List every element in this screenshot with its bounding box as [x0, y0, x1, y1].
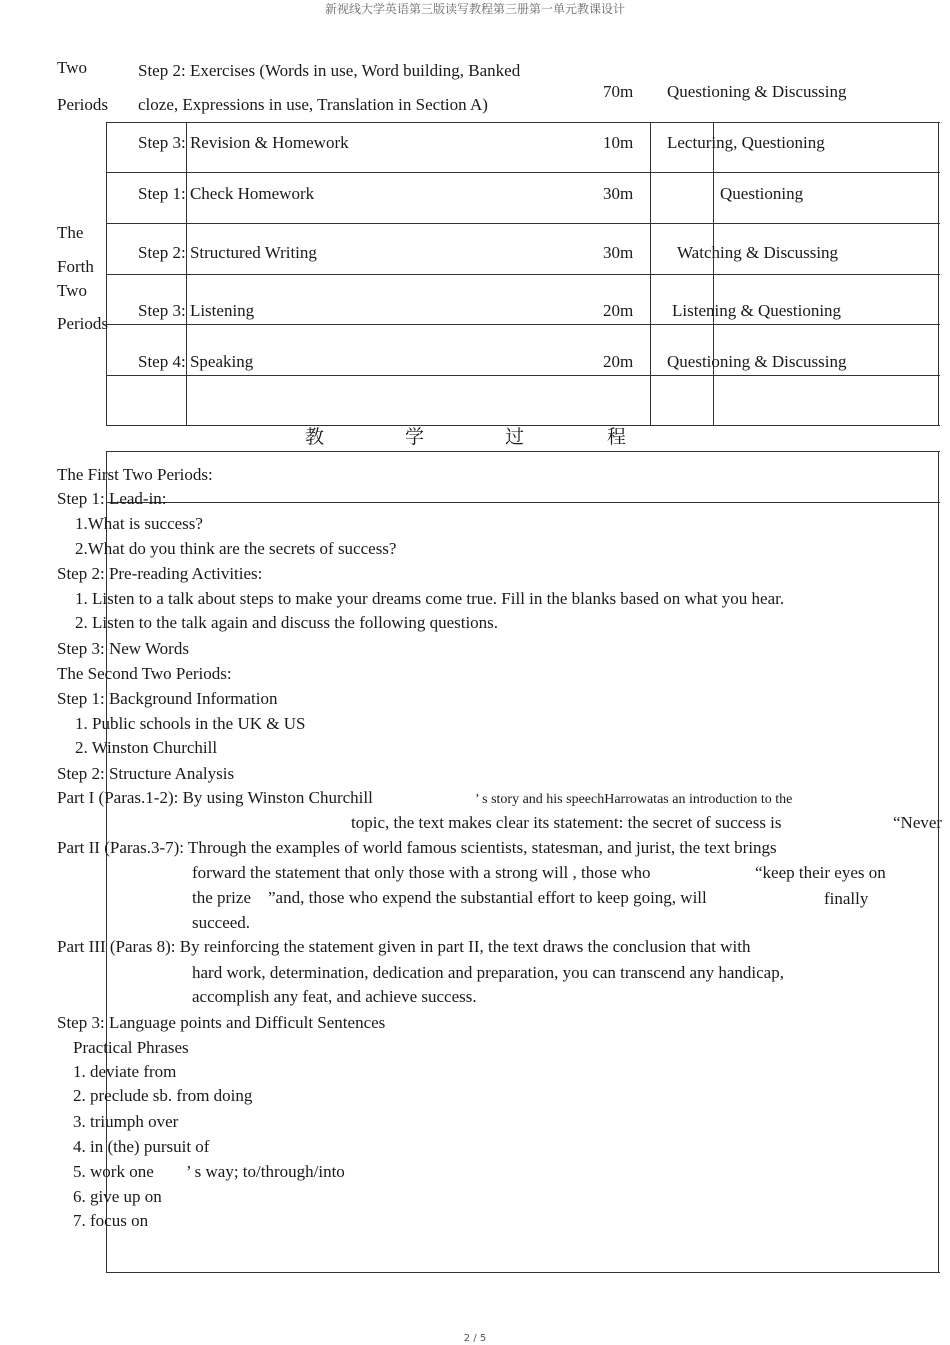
step-text: cloze, Expressions in use, Translation in Section A) [138, 95, 488, 114]
group-label: Two [57, 281, 87, 300]
list-item: 1. Listen to a talk about steps to make your dreams come true. Fill in the blanks based on what you hear. [75, 589, 785, 608]
method-cell: Lecturing, Questioning [667, 133, 825, 152]
step-heading: Step 2: Structure Analysis [57, 764, 235, 783]
heading-char: 教 [305, 426, 325, 448]
group-label: The [57, 223, 84, 242]
list-item: 2. Winston Churchill [75, 738, 218, 757]
part-text: accomplish any feat, and achieve success. [192, 987, 477, 1006]
heading-char: 过 [505, 426, 525, 448]
method-cell: Listening & Questioning [672, 301, 842, 320]
heading-char: 学 [405, 426, 425, 448]
phrase-item: 5. work one [73, 1162, 154, 1181]
phrase-item: 6. give up on [73, 1187, 162, 1206]
step-text: Step 3: Revision & Homework [138, 133, 349, 152]
method-cell: Questioning [720, 184, 804, 203]
page-number: 2 / 5 [463, 1333, 487, 1344]
step-heading: Step 3: Language points and Difficult Sentences [57, 1013, 386, 1032]
part-text: topic, the text makes clear its statement: the secret of success is [351, 813, 782, 832]
group-label: Forth [57, 257, 94, 276]
phrase-item: 2. preclude sb. from doing [73, 1086, 253, 1105]
method-cell: Questioning & Discussing [667, 82, 847, 101]
method-cell: Watching & Discussing [677, 243, 839, 262]
list-item: 1.What is success? [75, 514, 203, 533]
time-cell: 20m [603, 301, 634, 320]
phrase-item: ’ s way; to/through/into [186, 1162, 345, 1181]
time-cell: 70m [603, 82, 634, 101]
step-text: Step 2: Structured Writing [138, 243, 317, 262]
step-heading: Step 3: New Words [57, 639, 189, 658]
period-label: Two [57, 58, 87, 77]
period-label: Periods [57, 95, 108, 114]
list-item: 2.What do you think are the secrets of success? [75, 539, 397, 558]
time-cell: 30m [603, 243, 634, 262]
step-text: Step 1: Check Homework [138, 184, 315, 203]
part-text: succeed. [192, 913, 251, 932]
heading-char: 程 [607, 426, 627, 448]
method-cell: Questioning & Discussing [667, 352, 847, 371]
section-title: The First Two Periods: [57, 465, 213, 484]
time-cell: 20m [603, 352, 634, 371]
step-heading: Step 2: Pre-reading Activities: [57, 564, 263, 583]
step-heading: Step 1: Lead-in: [57, 489, 167, 508]
phrase-item: 3. triumph over [73, 1112, 179, 1131]
step-text: Step 3: Listening [138, 301, 255, 320]
list-item: 1. Public schools in the UK & US [75, 714, 306, 733]
time-cell: 10m [603, 133, 634, 152]
part-text: ’ s story and his speechHarrowatas an introduction to the [475, 792, 793, 807]
part-text: Part III (Paras 8): By reinforcing the statement given in part II, the text draws the conclusion that with [57, 937, 751, 956]
part-text: “keep their eyes on [755, 863, 886, 882]
part-text: finally [824, 889, 869, 908]
part-text: forward the statement that only those with a strong will , those who [192, 863, 651, 882]
group-label: Periods [57, 314, 108, 333]
section-title: The Second Two Periods: [57, 664, 232, 683]
subheading: Practical Phrases [73, 1038, 189, 1057]
step-heading: Step 1: Background Information [57, 689, 278, 708]
part-text: Part I (Paras.1-2): By using Winston Churchill [57, 788, 373, 807]
phrase-item: 7. focus on [73, 1211, 149, 1230]
page-header: 新视线大学英语第三版读写教程第三册第一单元教课设计 [324, 2, 625, 16]
part-text: “Never [893, 813, 943, 832]
list-item: 2. Listen to the talk again and discuss the following questions. [75, 613, 499, 632]
part-text: hard work, determination, dedication and preparation, you can transcend any handicap, [192, 963, 784, 982]
part-text: ”and, those who expend the substantial effort to keep going, will [268, 888, 707, 907]
step-text: Step 2: Exercises (Words in use, Word building, Banked [138, 61, 521, 80]
phrase-item: 1. deviate from [73, 1062, 177, 1081]
part-text: Part II (Paras.3-7): Through the examples of world famous scientists, statesman, and jurist, the text brings [57, 838, 777, 857]
part-text: the prize [192, 888, 251, 907]
phrase-item: 4. in (the) pursuit of [73, 1137, 210, 1156]
time-cell: 30m [603, 184, 634, 203]
step-text: Step 4: Speaking [138, 352, 254, 371]
